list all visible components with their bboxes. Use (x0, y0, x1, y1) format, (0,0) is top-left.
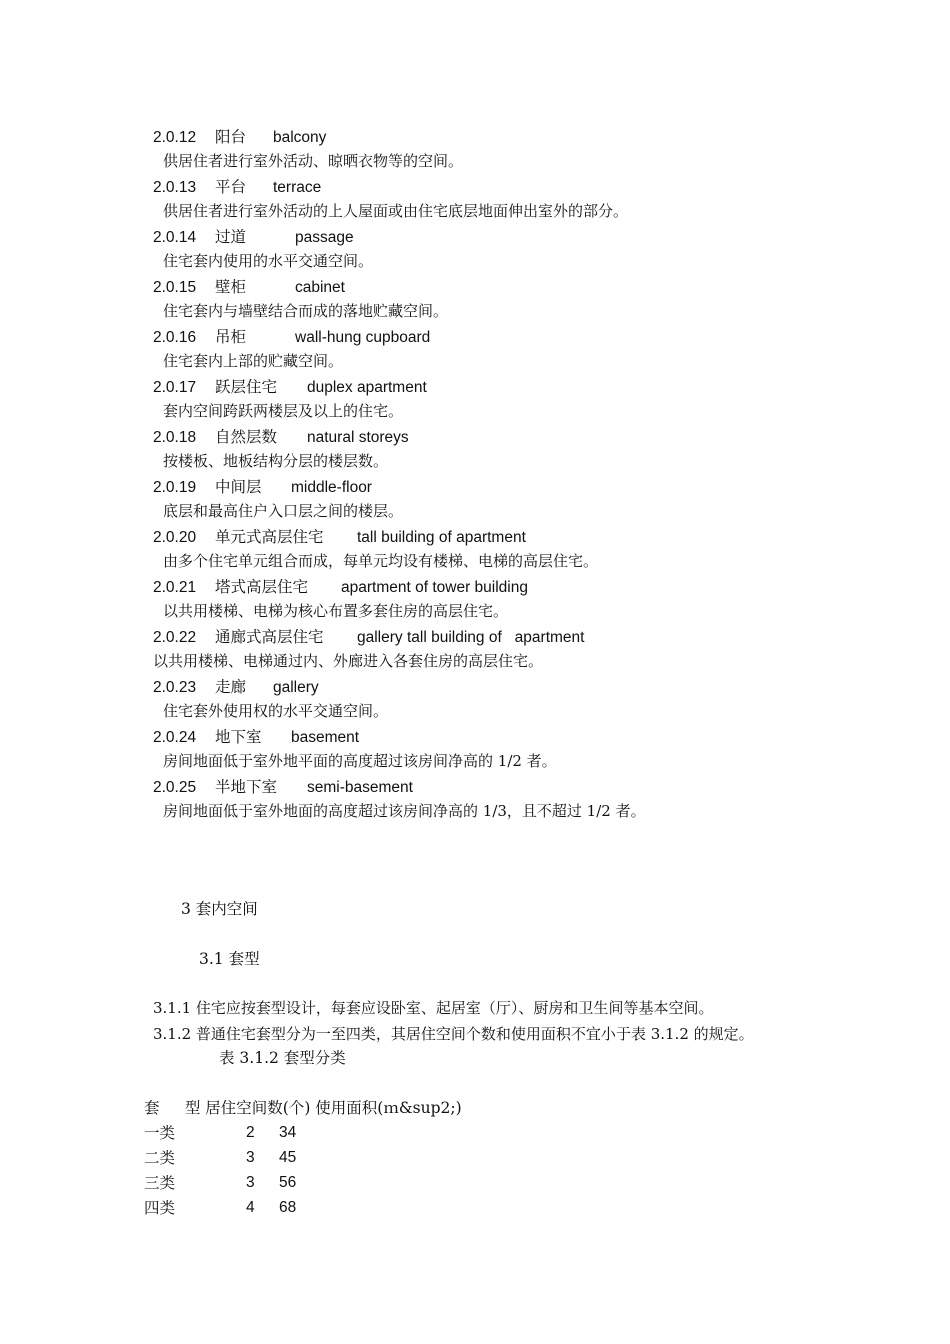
table-header: 套 型 居住空间数(个) 使用面积(ｍ&sup2;) (144, 1099, 462, 1117)
term-heading (153, 127, 326, 148)
term-heading (153, 677, 319, 698)
cell-rooms: 3 (246, 1174, 255, 1191)
term-heading (153, 477, 372, 498)
term-english: apartment of tower building (341, 579, 528, 596)
term-definition: 住宅套外使用权的水平交通空间。 (163, 702, 389, 720)
term-definition: 房间地面低于室外地平面的高度超过该房间净高的 1/2 者。 (163, 752, 557, 770)
section-title: 3 套内空间 (181, 900, 258, 918)
term-heading (153, 777, 413, 798)
term-chinese: 吊柜 (215, 328, 247, 346)
cell-area: 68 (279, 1199, 297, 1216)
term-number: 2.0.21 (153, 579, 197, 596)
term-chinese: 壁柜 (215, 278, 247, 296)
term-definition: 以共用楼梯、电梯为核心布置多套住房的高层住宅。 (163, 602, 509, 620)
term-number: 2.0.15 (153, 279, 197, 296)
term-chinese: 半地下室 (215, 778, 278, 796)
term-heading (153, 327, 430, 348)
term-definition: 住宅套内使用的水平交通空间。 (163, 252, 374, 270)
term-number: 2.0.12 (153, 129, 197, 146)
term-english: tall building of apartment (357, 529, 526, 546)
cell-rooms: 4 (246, 1199, 255, 1216)
term-definition: 供居住者进行室外活动的上人屋面或由住宅底层地面伸出室外的部分。 (163, 202, 629, 220)
term-heading (153, 727, 359, 748)
term-english: gallery (273, 679, 319, 696)
term-english: balcony (273, 129, 327, 146)
term-chinese: 走廊 (215, 678, 247, 696)
term-english: terrace (273, 179, 322, 196)
term-definition: 由多个住宅单元组合而成，每单元均设有楼梯、电梯的高层住宅。 (163, 552, 599, 570)
section-subtitle: 3.1 套型 (199, 950, 260, 968)
term-number: 2.0.17 (153, 379, 197, 396)
term-chinese: 通廊式高层住宅 (215, 628, 324, 646)
cell-type: 二类 (144, 1149, 176, 1167)
term-number: 2.0.13 (153, 179, 197, 196)
term-heading (153, 527, 526, 548)
term-chinese: 塔式高层住宅 (215, 578, 309, 596)
term-heading (153, 427, 409, 448)
term-number: 2.0.14 (153, 229, 197, 246)
term-definition: 按楼板、地板结构分层的楼层数。 (163, 452, 389, 470)
term-number: 2.0.18 (153, 429, 197, 446)
term-definition: 住宅套内与墙壁结合而成的落地贮藏空间。 (163, 302, 449, 320)
clause-3-1-1: 3.1.1 住宅应按套型设计，每套应设卧室、起居室（厅）、厨房和卫生间等基本空间。 (153, 999, 714, 1017)
cell-area: 45 (279, 1149, 297, 1166)
term-english: natural storeys (307, 429, 409, 446)
term-heading (153, 227, 354, 248)
term-definition: 房间地面低于室外地面的高度超过该房间净高的 1/3，且不超过 1/2 者。 (163, 802, 646, 820)
term-number: 2.0.20 (153, 529, 197, 546)
cell-type: 三类 (144, 1174, 176, 1192)
clause-3-1-2: 3.1.2 普通住宅套型分为一至四类，其居住空间个数和使用面积不宜小于表 3.1.2 的规定。 (153, 1025, 754, 1043)
term-english: passage (295, 229, 354, 246)
cell-rooms: 2 (246, 1124, 255, 1141)
term-heading (153, 577, 528, 598)
term-english: middle-floor (291, 479, 372, 496)
table-caption: 表 3.1.2 套型分类 (219, 1049, 346, 1067)
term-heading (153, 277, 345, 298)
cell-rooms: 3 (246, 1149, 255, 1166)
term-chinese: 自然层数 (215, 428, 278, 446)
term-number: 2.0.24 (153, 729, 197, 746)
term-heading (153, 177, 321, 198)
term-english: cabinet (295, 279, 345, 296)
term-chinese: 地下室 (215, 728, 262, 746)
term-heading (153, 627, 584, 648)
cell-type: 一类 (144, 1124, 176, 1142)
cell-type: 四类 (144, 1199, 176, 1217)
term-heading (153, 377, 427, 398)
term-chinese: 中间层 (215, 478, 262, 496)
term-english: gallery tall building of apartment (357, 629, 585, 646)
cell-area: 34 (279, 1124, 297, 1141)
term-chinese: 跃层住宅 (215, 378, 278, 396)
term-english: semi-basement (307, 779, 413, 796)
term-number: 2.0.25 (153, 779, 197, 796)
term-number: 2.0.22 (153, 629, 197, 646)
term-definition: 住宅套内上部的贮藏空间。 (163, 352, 344, 370)
term-chinese: 过道 (215, 228, 247, 246)
term-definition: 套内空间跨跃两楼层及以上的住宅。 (163, 402, 404, 420)
term-definition: 底层和最高住户入口层之间的楼层。 (163, 502, 404, 520)
term-number: 2.0.16 (153, 329, 197, 346)
term-english: basement (291, 729, 360, 746)
term-definition: 供居住者进行室外活动、晾晒衣物等的空间。 (163, 152, 464, 170)
term-number: 2.0.23 (153, 679, 197, 696)
term-english: duplex apartment (307, 379, 427, 396)
term-number: 2.0.19 (153, 479, 197, 496)
cell-area: 56 (279, 1174, 297, 1191)
term-chinese: 单元式高层住宅 (215, 528, 324, 546)
term-chinese: 阳台 (215, 128, 247, 146)
term-definition: 以共用楼梯、电梯通过内、外廊进入各套住房的高层住宅。 (153, 652, 544, 670)
term-english: wall-hung cupboard (295, 329, 431, 346)
term-chinese: 平台 (215, 178, 247, 196)
